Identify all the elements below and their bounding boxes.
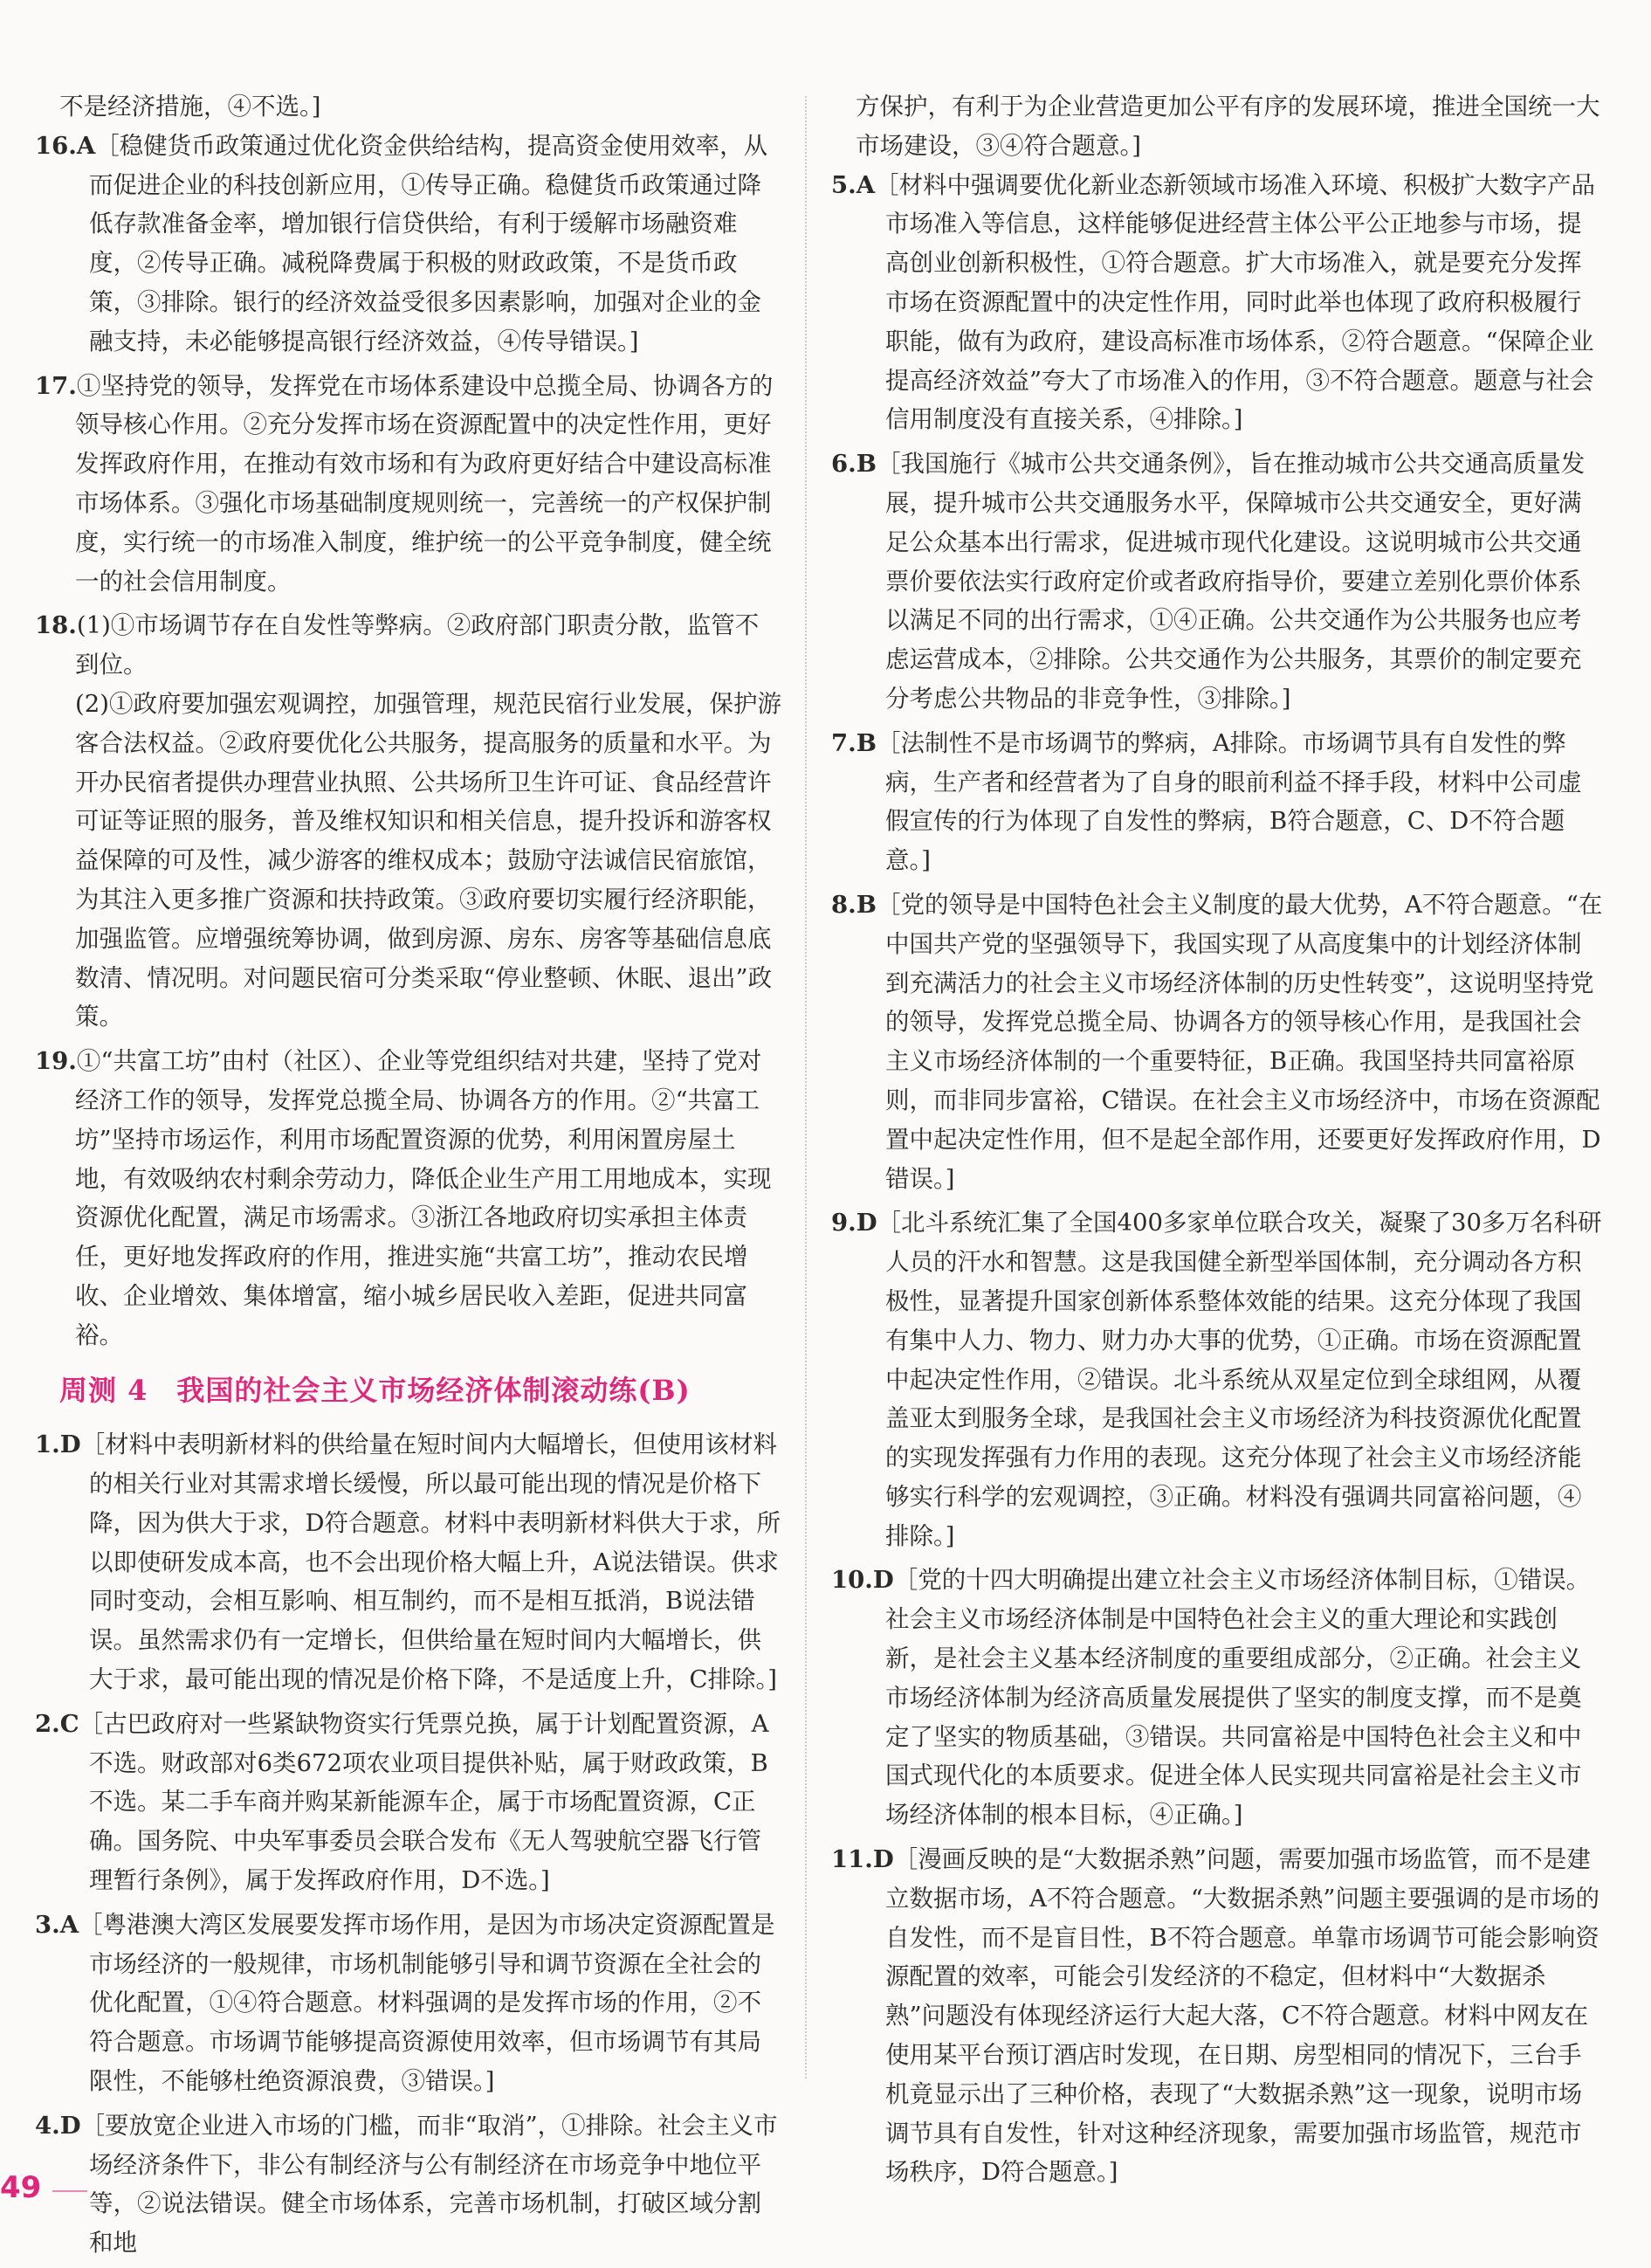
item-number: 1.D bbox=[35, 1430, 81, 1459]
page-number-rule bbox=[52, 2190, 87, 2192]
right-column bbox=[831, 87, 1604, 2197]
item-text: ①“共富工坊”由村（社区）、企业等党组织结对共建，坚持了党对经济工作的领导，发挥党总揽全局、协调各方的作用。②“共富工坊”坚持市场运作，利用市场配置资源的优势，利用闲置房屋土地，有效吸纳农村剩余劳动力，降低企业生产用工用地成本，实现资源优化配置，满足市场需求。③浙江各地政府切实承担主体责任，更好地发挥政府的作用，推进实施“共富工坊”，推动农民增收、企业增效、集体增富，缩小城乡居民收入差距，促进共同富裕。 bbox=[75, 1047, 772, 1349]
item-number: 3.A bbox=[35, 1910, 79, 1939]
answer-item-4 bbox=[35, 2106, 781, 2263]
answer-item-10 bbox=[831, 1561, 1604, 1835]
item-number: 10.D bbox=[831, 1566, 894, 1595]
answer-item-11 bbox=[831, 1840, 1604, 2192]
item-number: 6.B bbox=[831, 450, 877, 479]
item-number: 18. bbox=[35, 611, 77, 640]
item-text: ［粤港澳大湾区发展要发挥市场作用，是因为市场决定资源配置是市场经济的一般规律，市场机制能够引导和调节资源在全社会的优化配置，①④符合题意。材料强调的是发挥市场的作用，②不符合题意。市场调节能够提高资源使用效率，但市场调节有其局限性，不能够杜绝资源浪费，③错误。] bbox=[79, 1910, 775, 2096]
item-text: ［漫画反映的是“大数据杀熟”问题，需要加强市场监管，而不是建立数据市场，A不符合题意。“大数据杀熟”问题主要强调的是市场的自发性，而不是盲目性，B不符合题意。单靠市场调节可能会影响资源配置的效率，可能会引发经济的不稳定，但材料中“大数据杀熟”问题没有体现经济运行大起大落，C不符合题意。材料中网友在使用某平台预订酒店时发现，在日期、房型相同的情况下，三台手机竟显示出了三种价格，表现了“大数据杀熟”这一现象，说明市场调节具有自发性，针对这种经济现象，需要加强市场监管，规范市场秩序，D符合题意。] bbox=[885, 1845, 1599, 2187]
item-text: ［党的十四大明确提出建立社会主义市场经济体制目标，①错误。社会主义市场经济体制是中国特色社会主义的重大理论和实践创新，是社会主义基本经济制度的重要组成部分，②正确。社会主义市场经济体制为经济高质量发展提供了坚实的制度支撑，而不是奠定了坚实的物质基础，③错误。共同富裕是中国特色社会主义和中国式现代化的本质要求。促进全体人民实现共同富裕是社会主义市场经济体制的根本目标，④正确。] bbox=[885, 1566, 1591, 1830]
item-number: 16.A bbox=[35, 131, 96, 160]
left-column bbox=[35, 87, 781, 2268]
answer-item-5 bbox=[831, 166, 1604, 440]
item-number: 2.C bbox=[35, 1709, 79, 1738]
item-text: ［材料中表明新材料的供给量在短时间内大幅增长，但使用该材料的相关行业对其需求增长缓慢，所以最可能出现的情况是价格下降，因为供大于求，D符合题意。材料中表明新材料供大于求，所以即使研发成本高，也不会出现价格大幅上升，A说法错误。供求同时变动，会相互影响、相互制约，而不是相互抵消，B说法错误。虽然需求仍有一定增长，但供给量在短时间内大幅增长，供大于求，最可能出现的情况是价格下降，不是适度上升，C排除。] bbox=[80, 1430, 781, 1694]
item-text: ［要放宽企业进入市场的门槛，而非“取消”，①排除。社会主义市场经济条件下，非公有制经济与公有制经济在市场竞争中地位平等，②说法错误。健全市场体系，完善市场机制，打破区域分割和地 bbox=[80, 2111, 778, 2258]
column-divider bbox=[805, 96, 807, 2078]
item-text-part-2: (2)①政府要加强宏观调控，加强管理，规范民宿行业发展，保护游客合法权益。②政府要优化公共服务，提高服务的质量和水平。为开办民宿者提供办理营业执照、公共场所卫生许可证、食品经营许可证等证照的服务，普及维权知识和相关信息，提升投诉和游客权益保障的可及性，减少游客的维权成本；鼓励守法诚信民宿旅馆，为其注入更多推广资源和扶持政策。③政府要切实履行经济职能，加强监管。应增强统筹协调，做到房源、房东、房客等基础信息底数清、情况明。对问题民宿可分类采取“停业整顿、休眠、退出”政策。 bbox=[75, 689, 781, 1031]
item-text: ①坚持党的领导，发挥党在市场体系建设中总揽全局、协调各方的领导核心作用。②充分发挥市场在资源配置中的决定性作用，更好发挥政府作用，在推动有效市场和有为政府更好结合中建设高标准市场体系。③强化市场基础制度规则统一，完善统一的产权保护制度，实行统一的市场准入制度，维护统一的公平竞争制度，健全统一的社会信用制度。 bbox=[75, 371, 774, 596]
item-number: 5.A bbox=[831, 170, 876, 199]
item-text: ［法制性不是市场调节的弊病，A排除。市场调节具有自发性的弊病，生产者和经营者为了自身的眼前利益不择手段，材料中公司虚假宣传的行为体现了自发性的弊病，B符合题意，C、D不符合题意。] bbox=[876, 728, 1582, 875]
item-text: ［我国施行《城市公共交通条例》，旨在推动城市公共交通高质量发展，提升城市公共交通服务水平，保障城市公共交通安全，更好满足公众基本出行需求，促进城市现代化建设。这说明城市公共交通票价要依法实行政府定价或者政府指导价，要建立差别化票价体系以满足不同的出行需求，①④正确。公共交通作为公共服务也应考虑运营成本，②排除。公共交通作为公共服务，其票价的制定要充分考虑公共物品的非竞争性，③排除。] bbox=[876, 450, 1586, 713]
item-number: 4.D bbox=[35, 2111, 81, 2140]
item-number: 7.B bbox=[831, 728, 877, 757]
item-number: 17. bbox=[35, 371, 77, 400]
answer-item-1 bbox=[35, 1425, 781, 1699]
item-number: 8.B bbox=[831, 890, 877, 919]
item-text: ［稳健货币政策通过优化资金供给结构，提高资金使用效率，从而促进企业的科技创新应用，①传导正确。稳健货币政策通过降低存款准备金率，增加银行信贷供给，有利于缓解市场融资难度，②传导正确。减税降费属于积极的财政政策，不是货币政策，③排除。银行的经济效益受很多因素影响，加强对企业的金融支持，未必能够提高银行经济效益，④传导错误。] bbox=[89, 131, 768, 355]
item-number: 9.D bbox=[831, 1209, 877, 1237]
answer-item-3 bbox=[35, 1906, 781, 2101]
answer-item-8 bbox=[831, 886, 1604, 1198]
item-number: 11.D bbox=[831, 1845, 894, 1874]
item-text: (1)①市场调节存在自发性等弊病。②政府部门职责分散，监管不到位。 bbox=[75, 611, 760, 679]
answer-item-17 bbox=[35, 367, 781, 602]
page-number: 49 bbox=[0, 2170, 42, 2205]
answer-item-6 bbox=[831, 445, 1604, 719]
section-title: 周测 4 我国的社会主义市场经济体制滚动练(B) bbox=[59, 1373, 691, 1407]
item-text: ［古巴政府对一些紧缺物资实行凭票兑换，属于计划配置资源，A不选。财政部对6类672项农业项目提供补贴，属于财政政策，B不选。某二手车商并购某新能源车企，属于市场配置资源，C正确。国务院、中央军事委员会联合发布《无人驾驶航空器飞行管理暂行条例》，属于发挥政府作用，D不选。] bbox=[79, 1709, 769, 1895]
item-text: ［党的领导是中国特色社会主义制度的最大优势，A不符合题意。“在中国共产党的坚强领导下，我国实现了从高度集中的计划经济体制到充满活力的社会主义市场经济体制的历史性转变”，这说明坚持党的领导，发挥党总揽全局、协调各方的领导核心作用，是我国社会主义市场经济体制的一个重要特征，B正确。我国坚持共同富裕原则，而非同步富裕，C错误。在社会主义市场经济中，市场在资源配置中起决定性作用，但不是起全部作用，还要更好发挥政府作用，D错误。] bbox=[876, 890, 1603, 1193]
item-number: 19. bbox=[35, 1047, 77, 1076]
item-text: ［材料中强调要优化新业态新领域市场准入环境、积极扩大数字产品市场准入等信息，这样能够促进经营主体公平公正地参与市场，提高创业创新积极性，①符合题意。扩大市场准入，就是要充分发挥市场在资源配置中的决定性作用，同时此举也体现了政府积极履行职能，做有为政府，建设高标准市场体系，②符合题意。“保障企业提高经济效益”夸大了市场准入的作用，③不符合题意。题意与社会信用制度没有直接关系，④排除。] bbox=[875, 170, 1596, 434]
answer-item-19 bbox=[35, 1042, 781, 1355]
answer-item-18 bbox=[35, 606, 781, 1037]
item-text: ［北斗系统汇集了全国400多家单位联合攻关，凝聚了30多万名科研人员的汗水和智慧。这是我国健全新型举国体制，充分调动各方积极性，显著提升国家创新体系整体效能的结果。这充分体现了我国有集中人力、物力、财力办大事的优势，①正确。市场在资源配置中起决定性作用，②错误。北斗系统从双星定位到全球组网，从覆盖亚太到服务全球，是我国社会主义市场经济为科技资源优化配置的实现发挥强有力作用的表现。这充分体现了社会主义市场经济能够实行科学的宏观调控，③正确。材料没有强调共同富裕问题，④排除。] bbox=[877, 1209, 1602, 1550]
answer-item-2 bbox=[35, 1705, 781, 1900]
answer-item-16 bbox=[35, 127, 781, 362]
continued-text: 不是经济措施，④不选。] bbox=[59, 93, 321, 121]
continued-text: 方保护，有利于为企业营造更加公平有序的发展环境，推进全国统一大市场建设，③④符合题意。] bbox=[856, 93, 1600, 160]
answer-item-7 bbox=[831, 724, 1604, 880]
answer-item-9 bbox=[831, 1203, 1604, 1555]
